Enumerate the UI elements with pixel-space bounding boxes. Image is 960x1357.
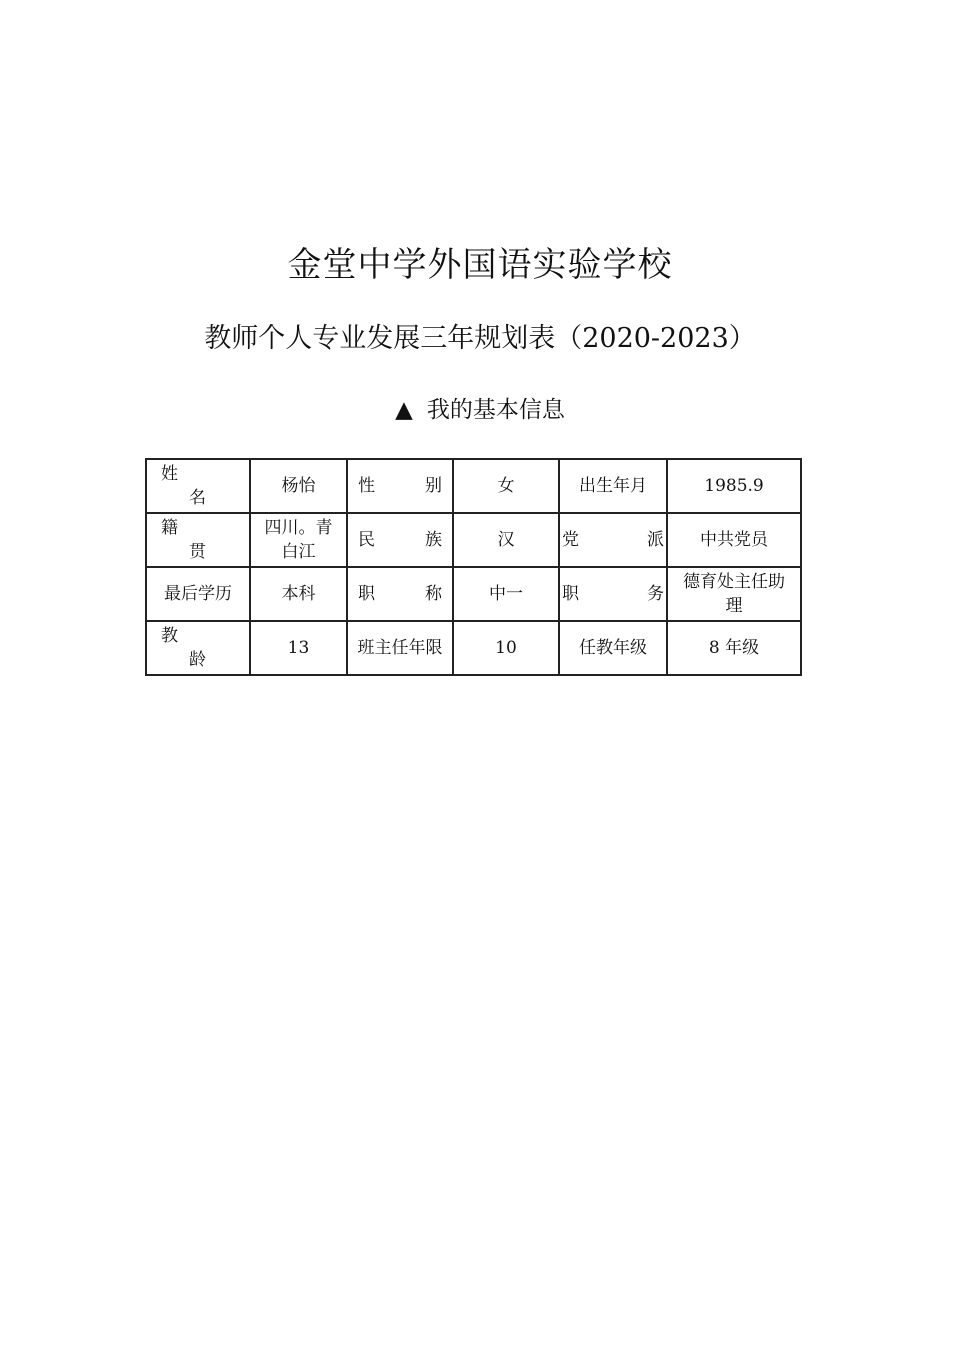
teaching-years-value-cell: 13 [250,621,347,675]
position-label-char2: 务 [647,584,664,604]
section-heading [0,390,960,430]
education-label-cell: 最后学历 [146,567,250,621]
position-line2: 理 [725,596,743,616]
gender-value-cell: 女 [453,459,559,513]
party-value-cell: 中共党员 [667,513,801,567]
filled-triangle-icon: ▲ [395,397,413,423]
name-value-cell: 杨怡 [250,459,347,513]
section-title: 我的基本信息 [426,397,565,423]
native-place-label-line2: 贯 [189,542,206,562]
ethnicity-label-char2: 族 [425,530,442,550]
teaching-years-label-line2: 龄 [189,650,206,670]
table-row [146,459,801,513]
name-label-cell [146,459,250,513]
position-label-cell [559,567,667,621]
native-place-line2: 白江 [281,542,316,562]
teaching-years-label-cell [146,621,250,675]
ethnicity-value-cell: 汉 [453,513,559,567]
birth-label-cell: 出生年月 [559,459,667,513]
native-place-line1: 四川。青 [264,518,333,538]
name-label-line2: 名 [189,488,206,508]
native-place-label-cell [146,513,250,567]
gender-label-char1: 性 [358,476,375,496]
position-value-cell [667,567,801,621]
name-label-line1: 姓 [161,464,178,484]
gender-label-cell [347,459,453,513]
education-value-cell: 本科 [250,567,347,621]
native-place-label-line1: 籍 [161,518,178,538]
birth-value-cell: 1985.9 [667,459,801,513]
native-place-value-cell [250,513,347,567]
table-row [146,567,801,621]
table-row [146,513,801,567]
title-label-cell [347,567,453,621]
position-label-char1: 职 [562,584,579,604]
grade-label-cell: 任教年级 [559,621,667,675]
party-label-char2: 派 [647,530,664,550]
party-label-char1: 党 [562,530,579,550]
head-teacher-years-value-cell: 10 [453,621,559,675]
gender-label-char2: 别 [425,476,442,496]
grade-value-cell: 8 年级 [667,621,801,675]
school-title: 金堂中学外国语实验学校 [287,245,673,285]
title-value-cell: 中一 [453,567,559,621]
title-label-char1: 职 [358,584,375,604]
basic-info-table [145,458,802,676]
position-line1: 德育处主任助 [683,572,785,592]
head-teacher-years-label-cell: 班主任年限 [347,621,453,675]
title-label-char2: 称 [425,584,442,604]
teaching-years-label-line1: 教 [161,626,178,646]
ethnicity-label-cell [347,513,453,567]
table-row [146,621,801,675]
ethnicity-label-char1: 民 [358,530,375,550]
party-label-cell [559,513,667,567]
plan-title: 教师个人专业发展三年规划表（2020-2023） [204,323,756,354]
